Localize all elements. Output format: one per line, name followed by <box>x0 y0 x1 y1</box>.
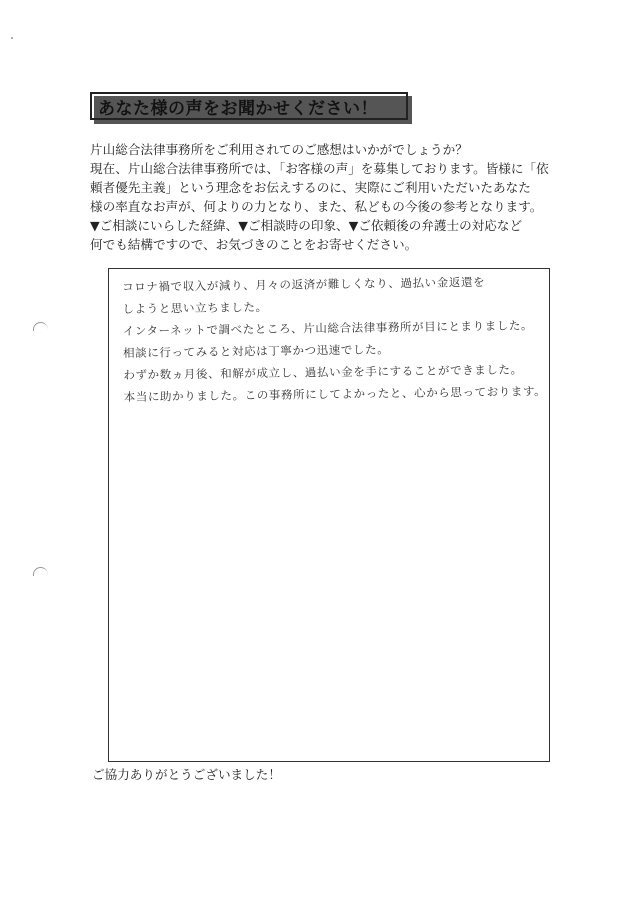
thanks-message: ご協力ありがとうございました！ <box>92 767 281 782</box>
answer-line: わずか数ヵ月後、和解が成立し、過払い金を手にすることができました。 <box>123 362 523 382</box>
page-title <box>90 92 408 120</box>
intro-line: 様の率直なお声が、何よりの力となり、また、私どもの今後の参考となります。 <box>90 199 543 214</box>
intro-line: 現在、片山総合法律事務所では、「お客様の声」を募集しております。皆様に「依 <box>90 161 549 176</box>
answer-line: インターネットで調べたところ、片山総合法律事務所が目にとまりました。 <box>122 318 534 338</box>
scan-speck <box>11 37 13 39</box>
binder-hole-mark <box>33 567 48 576</box>
answer-line: 相談に行ってみると対応は丁寧かつ迅速でした。 <box>122 342 390 360</box>
page-title-text: あなた様の声をお聞かせください！ <box>98 98 378 119</box>
intro-paragraph <box>90 140 560 254</box>
intro-line: 頼者優先主義」という理念をお伝えするのに、実際にご利用いただいたあなた <box>90 180 531 195</box>
intro-line: 片山総合法律事務所をご利用されてのご感想はいかがでしょうか？ <box>90 142 468 157</box>
answer-line: 本当に助かりました。この事務所にしてよかったと、心から思っております。 <box>123 384 547 404</box>
answer-line: コロナ禍で収入が減り、月々の返済が難しくなり、過払い金返還を <box>122 274 486 294</box>
intro-line: 何でも結構ですので、お気づきのことをお寄せください。 <box>90 237 418 252</box>
handwritten-answer <box>122 270 547 408</box>
binder-hole-mark <box>33 322 48 331</box>
answer-line: しようと思い立ちました。 <box>122 299 268 316</box>
intro-line: ▼ご相談にいらした経緯、▼ご相談時の印象、▼ご依頼後の弁護士の対応など <box>90 218 523 233</box>
